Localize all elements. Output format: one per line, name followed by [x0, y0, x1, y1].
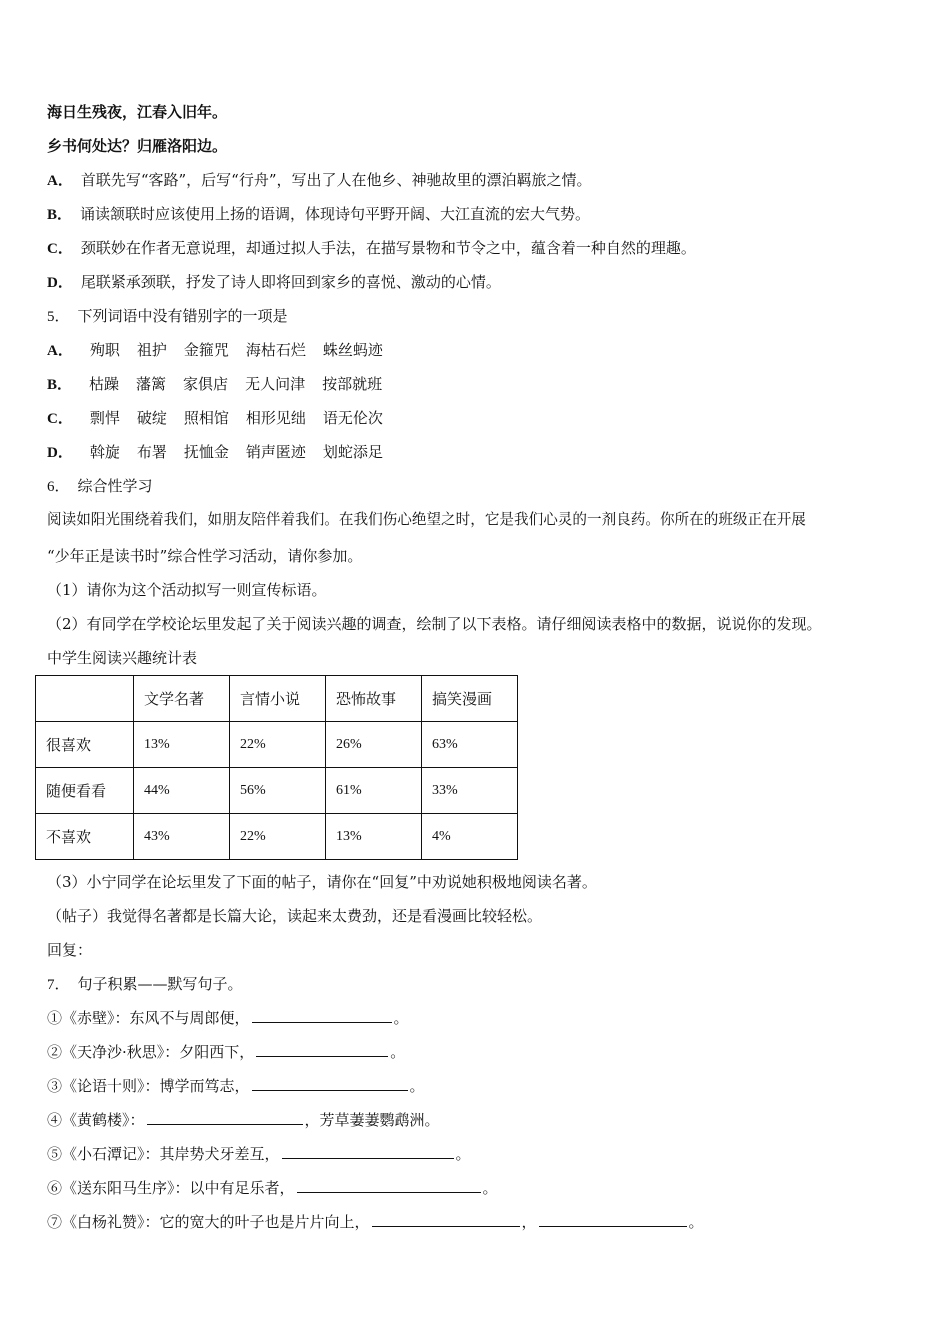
- table-cell: 33%: [422, 768, 518, 814]
- option-label: D．: [47, 275, 73, 291]
- item-prompt: ④《黄鹤楼》：: [47, 1111, 145, 1129]
- table-header-row: [36, 676, 518, 722]
- word: 破绽: [136, 409, 167, 427]
- option-label: B．: [47, 377, 73, 393]
- word: 无人问津: [245, 375, 306, 393]
- q5-option-a: [47, 340, 400, 361]
- table-title: 中学生阅读兴趣统计表: [47, 649, 198, 667]
- question-number: 5．: [47, 309, 70, 325]
- q5-option-d: [47, 442, 400, 463]
- option-label: C．: [47, 241, 73, 257]
- q5-stem: [47, 306, 288, 327]
- answer-blank[interactable]: [256, 1040, 388, 1057]
- word: 划蛇添足: [322, 443, 383, 461]
- table-header-cell: 恐怖故事: [326, 676, 422, 722]
- word: 照相馆: [183, 409, 229, 427]
- poem-option-a: [47, 170, 592, 191]
- poem-option-d: [47, 272, 501, 293]
- word: 藩篱: [136, 375, 167, 393]
- word: 祖护: [136, 341, 167, 359]
- table-header-cell: 搞笑漫画: [422, 676, 518, 722]
- option-label: D．: [47, 445, 73, 461]
- word: 相形见绌: [245, 409, 306, 427]
- q5-option-c: [47, 408, 400, 429]
- word: 蛛丝蚂迹: [322, 341, 383, 359]
- poem-option-b: [47, 204, 590, 225]
- item-suffix: 。: [455, 1145, 471, 1163]
- word: 布署: [136, 443, 167, 461]
- table-cell: 22%: [230, 814, 326, 860]
- q6-sub-question-1: （1）请你为这个活动拟写一则宣传标语。: [47, 581, 327, 599]
- option-text: 诵读颔联时应该使用上扬的语调，体现诗句平野开阔、大江直流的宏大气势。: [80, 205, 591, 223]
- table-row-label: 很喜欢: [36, 722, 134, 768]
- option-label: C．: [47, 411, 73, 427]
- q7-item-5: [47, 1142, 471, 1164]
- q5-option-b: [47, 374, 399, 395]
- q6-sub-question-2: （2）有同学在学校论坛里发起了关于阅读兴趣的调查，绘制了以下表格。请仔细阅读表格中的数据，说说你的发现。: [47, 615, 822, 633]
- forum-post: （帖子）我觉得名著都是长篇大论，读起来太费劲，还是看漫画比较轻松。: [47, 907, 543, 925]
- word: 斡旋: [89, 443, 120, 461]
- answer-blank[interactable]: [539, 1210, 687, 1227]
- q7-item-4: [47, 1108, 440, 1130]
- word: 语无伦次: [322, 409, 383, 427]
- table-cell: 61%: [326, 768, 422, 814]
- table-row: [36, 768, 518, 814]
- option-label: B．: [47, 207, 73, 223]
- q7-item-1: [47, 1006, 409, 1028]
- item-prompt: ⑥《送东阳马生序》：以中有足乐者，: [47, 1179, 295, 1197]
- q7-item-7: [47, 1210, 704, 1232]
- table-cell: 26%: [326, 722, 422, 768]
- word: 剽悍: [89, 409, 120, 427]
- word: 抚恤金: [183, 443, 229, 461]
- question-text: 句子积累——默写句子。: [77, 975, 243, 993]
- question-number: 6．: [47, 479, 70, 495]
- q6-stem: [47, 476, 153, 497]
- option-text: 尾联紧承颈联，抒发了诗人即将回到家乡的喜悦、激动的心情。: [80, 273, 501, 291]
- answer-blank[interactable]: [372, 1210, 520, 1227]
- q7-stem: [47, 974, 243, 995]
- table-header-cell: [36, 676, 134, 722]
- table-row-label: 不喜欢: [36, 814, 134, 860]
- q7-item-3: [47, 1074, 425, 1096]
- word: 殉职: [89, 341, 120, 359]
- table-header-cell: 文学名著: [134, 676, 230, 722]
- word: 按部就班: [322, 375, 383, 393]
- item-prompt: ⑤《小石潭记》：其岸势犬牙差互，: [47, 1145, 280, 1163]
- question-text: 综合性学习: [77, 477, 153, 495]
- table-header-cell: 言情小说: [230, 676, 326, 722]
- table-row: [36, 722, 518, 768]
- word: 枯躁: [89, 375, 120, 393]
- question-text: 下列词语中没有错别字的一项是: [77, 307, 288, 325]
- reply-label: 回复：: [47, 941, 93, 959]
- item-prompt: ⑦《白杨礼赞》：它的宽大的叶子也是片片向上，: [47, 1213, 370, 1231]
- answer-blank[interactable]: [252, 1074, 408, 1091]
- poem-line-2: 乡书何处达？归雁洛阳边。: [47, 137, 228, 155]
- poem-option-c: [47, 238, 696, 259]
- table-row: [36, 814, 518, 860]
- option-label: A．: [47, 343, 73, 359]
- option-text: 颈联妙在作者无意说理，却通过拟人手法，在描写景物和节令之中，蕴含着一种自然的理趣。: [80, 239, 696, 257]
- answer-blank[interactable]: [147, 1108, 303, 1125]
- answer-blank[interactable]: [297, 1176, 481, 1193]
- word: 海枯石烂: [245, 341, 306, 359]
- table-cell: 13%: [326, 814, 422, 860]
- item-prompt: ①《赤壁》：东风不与周郎便，: [47, 1009, 250, 1027]
- answer-blank[interactable]: [252, 1006, 392, 1023]
- table-row-label: 随便看看: [36, 768, 134, 814]
- q7-item-6: [47, 1176, 498, 1198]
- item-separator: ，: [521, 1213, 537, 1231]
- table-cell: 43%: [134, 814, 230, 860]
- item-prompt: ③《论语十则》：博学而笃志，: [47, 1077, 250, 1095]
- option-label: A．: [47, 173, 73, 189]
- reading-interest-table: [35, 675, 518, 860]
- item-suffix: 。: [390, 1043, 406, 1061]
- word: 家俱店: [183, 375, 229, 393]
- item-prompt: ②《天净沙·秋思》：夕阳西下，: [47, 1043, 255, 1061]
- question-number: 7．: [47, 977, 70, 993]
- table-cell: 44%: [134, 768, 230, 814]
- item-suffix: 。: [688, 1213, 704, 1231]
- option-text: 首联先写“客路”，后写“行舟”，写出了人在他乡、神驰故里的漂泊羁旅之情。: [80, 171, 592, 189]
- q6-intro-line-1: 阅读如阳光围绕着我们，如朋友陪伴着我们。在我们伤心绝望之时，它是我们心灵的一剂良药。你所在的班级正在开展: [47, 511, 806, 528]
- table-cell: 22%: [230, 722, 326, 768]
- q7-item-2: [47, 1040, 405, 1062]
- table-cell: 4%: [422, 814, 518, 860]
- item-suffix: 。: [393, 1009, 409, 1027]
- table-cell: 63%: [422, 722, 518, 768]
- item-suffix: 。: [409, 1077, 425, 1095]
- poem-line-1: 海日生残夜，江春入旧年。: [47, 103, 228, 121]
- item-suffix: 。: [482, 1179, 498, 1197]
- q6-sub-question-3: （3）小宁同学在论坛里发了下面的帖子，请你在“回复”中劝说她积极地阅读名著。: [47, 873, 597, 891]
- word: 金箍咒: [183, 341, 229, 359]
- table-cell: 13%: [134, 722, 230, 768]
- word: 销声匿迹: [245, 443, 306, 461]
- answer-blank[interactable]: [282, 1142, 454, 1159]
- q6-intro-line-2: “少年正是读书时”综合性学习活动，请你参加。: [47, 547, 363, 565]
- table-cell: 56%: [230, 768, 326, 814]
- item-suffix: ，芳草萋萋鹦鹉洲。: [304, 1111, 440, 1129]
